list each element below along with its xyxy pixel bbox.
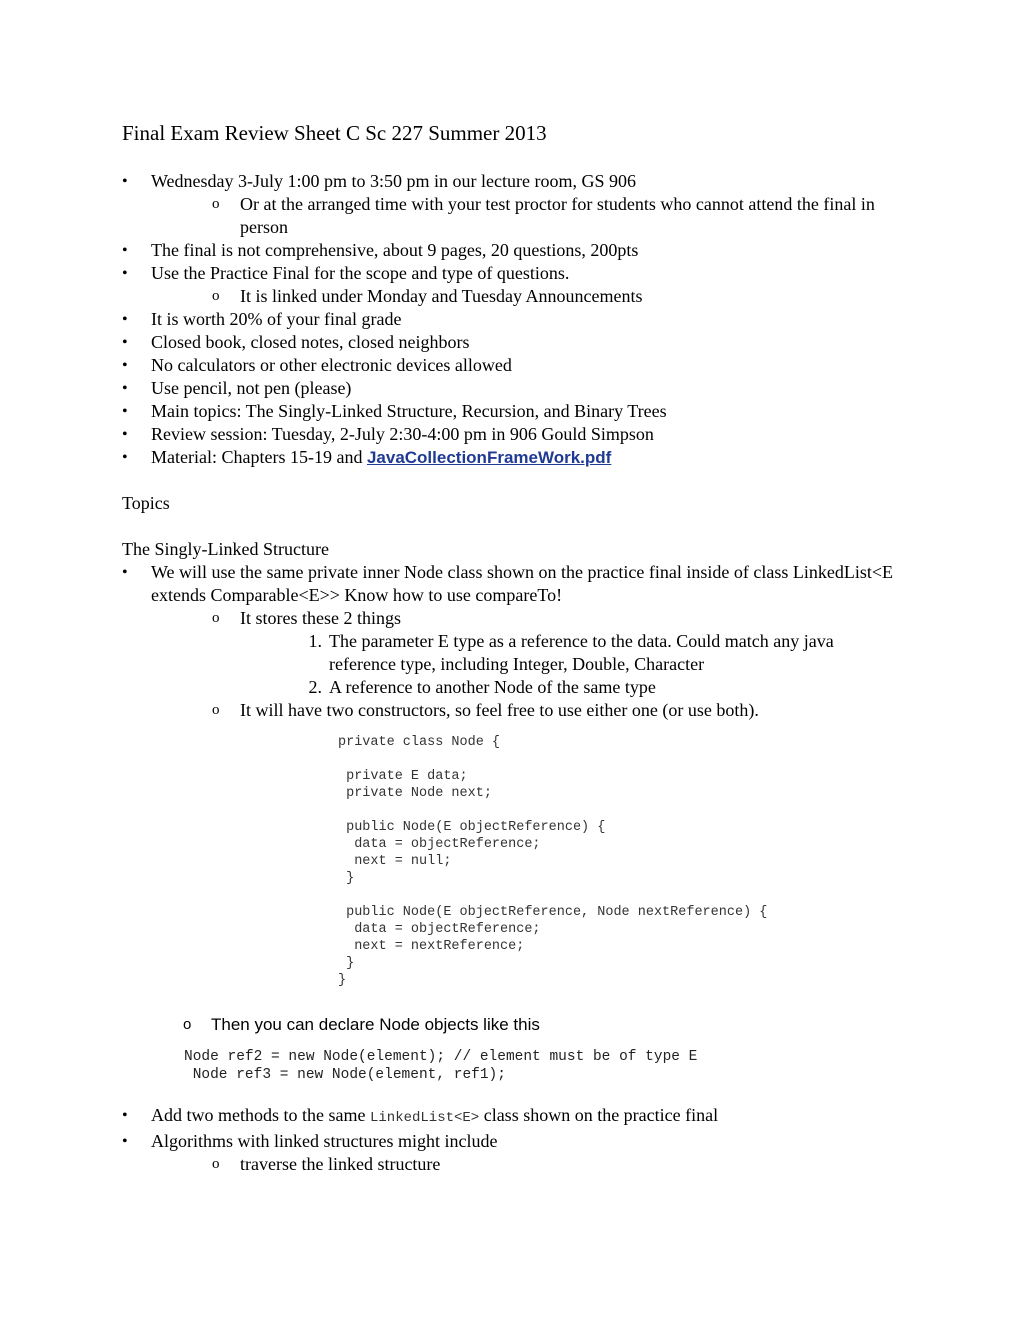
sub-list-item: o Or at the arranged time with your test proctor for students who cannot attend the final in person	[211, 193, 902, 239]
list-item: • Wednesday 3-July 1:00 pm to 3:50 pm in our lecture room, GS 906 o Or at the arranged time with your test proctor for students who cannot attend the final in person	[122, 170, 902, 239]
sub-list	[122, 1013, 902, 1036]
linked-structure-list	[122, 561, 902, 989]
sub-list-item: o It will have two constructors, so feel free to use either one (or use both). private class Node { private E data; private Node next; public Node(E objectReference) { data = objectReference; next = null; } public Node(E objectReference, Node nextReference) { data = objectReference; next = nextReference; } }	[211, 699, 902, 989]
list-item: • Use pencil, not pen (please)	[122, 377, 902, 400]
topics-heading: Topics	[122, 493, 170, 513]
list-item: • No calculators or other electronic devices allowed	[122, 354, 902, 377]
list-item: • The final is not comprehensive, about 9 pages, 20 questions, 200pts	[122, 239, 902, 262]
sub-list	[151, 285, 902, 308]
sub-list-item: o It is linked under Monday and Tuesday Announcements	[211, 285, 902, 308]
list-item: • Closed book, closed notes, closed neighbors	[122, 331, 902, 354]
node-class-code-block: private class Node { private E data; private Node next; public Node(E objectReference) { data = objectReference; next = null; } public Node(E objectReference, Node nextReference) { data = objectReference; next = nextReference; } }	[338, 735, 768, 988]
node-declaration-code-block: Node ref2 = new Node(element); // element must be of type E Node ref3 = new Node(element, ref1);	[184, 1049, 698, 1083]
exam-info-list	[122, 170, 902, 469]
inline-code: LinkedList<E>	[369, 1110, 480, 1126]
methods-list	[122, 1104, 902, 1176]
list-item: • We will use the same private inner Node class shown on the practice final inside of class LinkedList<E extends Comparable<E>> Know how to use compareTo! o It stores these 2 things 1. The parameter E type as a reference to the data. Could match any java reference type, including Integer, Double, Character 2. A reference to another Node of the same type o It will have two constructors, so feel free to use either one (or use both). private class Node { private E data; private Node next; public Node(E objectReference) { data = objectReference; next = null; } public Node(E objectReference, Node nextReference) { data = objectReference; next = nextReference; } }	[122, 561, 902, 989]
sub-list	[151, 1153, 902, 1176]
page-title: Final Exam Review Sheet C Sc 227 Summer 2013	[122, 121, 547, 145]
sub-list	[151, 193, 902, 239]
list-item: • Use the Practice Final for the scope and type of questions. o It is linked under Monday and Tuesday Announcements	[122, 262, 902, 308]
list-item: • Add two methods to the same LinkedList<E> class shown on the practice final	[122, 1104, 902, 1130]
list-item: • Main topics: The Singly-Linked Structure, Recursion, and Binary Trees	[122, 400, 902, 423]
sub-list	[151, 607, 902, 989]
sub-list-item: o It stores these 2 things 1. The parameter E type as a reference to the data. Could match any java reference type, including Integer, Double, Character 2. A reference to another Node of the same type	[211, 607, 902, 699]
section-heading: The Singly-Linked Structure	[122, 539, 329, 559]
list-item: • Review session: Tuesday, 2-July 2:30-4:00 pm in 906 Gould Simpson	[122, 423, 902, 446]
numbered-list	[240, 630, 902, 699]
numbered-item: 1. The parameter E type as a reference to the data. Could match any java reference type, including Integer, Double, Character	[308, 631, 834, 674]
document-page	[122, 118, 902, 1176]
list-item: • It is worth 20% of your final grade	[122, 308, 902, 331]
list-item: • Algorithms with linked structures might include o traverse the linked structure	[122, 1130, 902, 1176]
sub-list-item: o Then you can declare Node objects like this	[182, 1013, 902, 1036]
java-collection-pdf-link[interactable]: JavaCollectionFrameWork.pdf	[366, 448, 612, 467]
numbered-item: 2. A reference to another Node of the same type	[308, 677, 656, 697]
list-item: • Material: Chapters 15-19 and JavaCollectionFrameWork.pdf	[122, 446, 902, 469]
sub-list-item: o traverse the linked structure	[211, 1153, 902, 1176]
